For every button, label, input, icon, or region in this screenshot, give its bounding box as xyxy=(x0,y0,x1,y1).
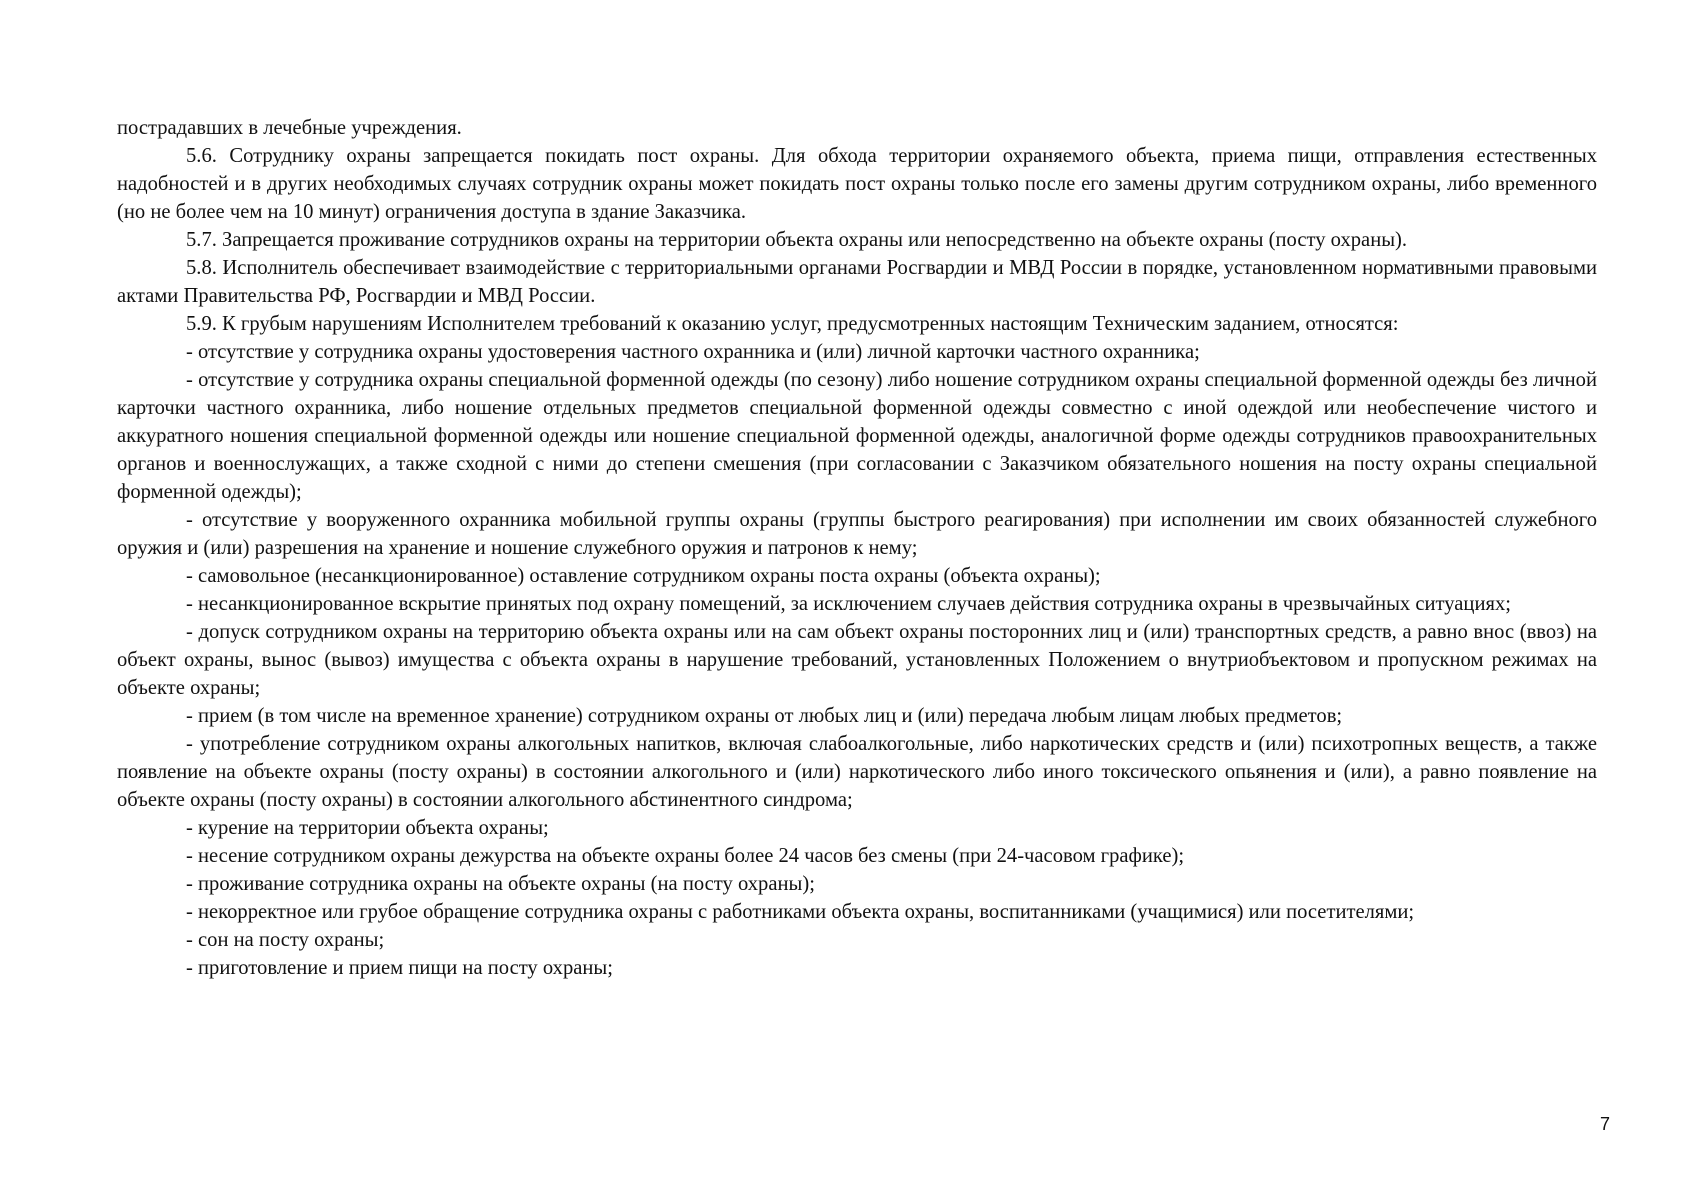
list-item-living: - проживание сотрудника охраны на объекте охраны (на посту охраны); xyxy=(186,873,815,895)
list-item-weapon: - отсутствие у вооруженного охранника мобильной группы охраны (группы быстрого реагирования) при исполнении им своих обязанностей служебного оружия и (или) разрешения на хранение и ношение служебного оружия и патронов к нему; xyxy=(117,509,1597,559)
list-item-duty-24h: - несение сотрудником охраны дежурства на объекте охраны более 24 часов без смены (при 24-часовом графике); xyxy=(186,845,1185,867)
list-item-admission: - допуск сотрудником охраны на территорию объекта охраны или на сам объект охраны посторонних лиц и (или) транспортных средств, а равно внос (ввоз) на объект охраны, вынос (вывоз) имущества с объекта охраны в нарушение требований, установленных Положением о внутриобъектовом и пропускном режимах на объекте охраны; xyxy=(117,621,1597,699)
list-item-eating: - приготовление и прием пищи на посту охраны; xyxy=(186,957,613,979)
list-item-leaving-post: - самовольное (несанкционированное) оставление сотрудником охраны поста охраны (объекта охраны); xyxy=(186,565,1101,587)
list-item-no-certificate: - отсутствие у сотрудника охраны удостоверения частного охранника и (или) личной карточки частного охранника; xyxy=(186,341,1200,363)
list-item-unauthorized-opening: - несанкционированное вскрытие принятых под охрану помещений, за исключением случаев действия сотрудника охраны в чрезвычайных ситуациях; xyxy=(186,593,1511,615)
paragraph-5-6: 5.6. Сотруднику охраны запрещается покидать пост охраны. Для обхода территории охраняемого объекта, приема пищи, отправления естественных надобностей и в других необходимых случаях сотрудник охраны может покидать пост охраны только после его замены другим сотрудником охраны, либо временного (но не более чем на 10 минут) ограничения доступа в здание Заказчика. xyxy=(117,145,1597,223)
paragraph-5-8: 5.8. Исполнитель обеспечивает взаимодействие с территориальными органами Росгвардии и МВД России в порядке, установленном нормативными правовыми актами Правительства РФ, Росгвардии и МВД России. xyxy=(117,257,1597,307)
list-item-uniform: - отсутствие у сотрудника охраны специальной форменной одежды (по сезону) либо ношение сотрудником охраны специальной форменной одежды без личной карточки частного охранника, либо ношение отдельных предметов специальной форменной одежды совместно с иной одеждой или необеспечение чистого и аккуратного ношения специальной форменной одежды или ношение специальной форменной одежды, аналогичной форме одежды сотрудников правоохранительных органов и военнослужащих, а также сходной с ними до степени смешения (при согласовании с Заказчиком обязательного ношения на посту охраны специальной форменной одежды); xyxy=(117,369,1597,503)
page-number: 7 xyxy=(1599,1114,1610,1134)
list-item-rude-treatment: - некорректное или грубое обращение сотрудника охраны с работниками объекта охраны, воспитанниками (учащимися) или посетителями; xyxy=(186,901,1415,923)
list-item-smoking: - курение на территории объекта охраны; xyxy=(186,817,549,839)
list-item-sleeping: - сон на посту охраны; xyxy=(186,929,385,951)
list-item-alcohol: - употребление сотрудником охраны алкогольных напитков, включая слабоалкогольные, либо наркотических средств и (или) психотропных веществ, а также появление на объекте охраны (посту охраны) в состоянии алкогольного и (или) наркотического либо иного токсического опьянения и (или), а равно появление на объекте охраны (посту охраны) в состоянии алкогольного абстинентного синдрома; xyxy=(117,733,1597,811)
list-item-receiving-items: - прием (в том числе на временное хранение) сотрудником охраны от любых лиц и (или) передача любым лицам любых предметов; xyxy=(186,705,1343,727)
document-body xyxy=(117,114,1597,982)
paragraph-5-9: 5.9. К грубым нарушениям Исполнителем требований к оказанию услуг, предусмотренных настоящим Техническим заданием, относятся: xyxy=(186,313,1399,335)
paragraph-continuation: пострадавших в лечебные учреждения. xyxy=(117,117,462,139)
paragraph-5-7: 5.7. Запрещается проживание сотрудников охраны на территории объекта охраны или непосредственно на объекте охраны (посту охраны). xyxy=(186,229,1408,251)
